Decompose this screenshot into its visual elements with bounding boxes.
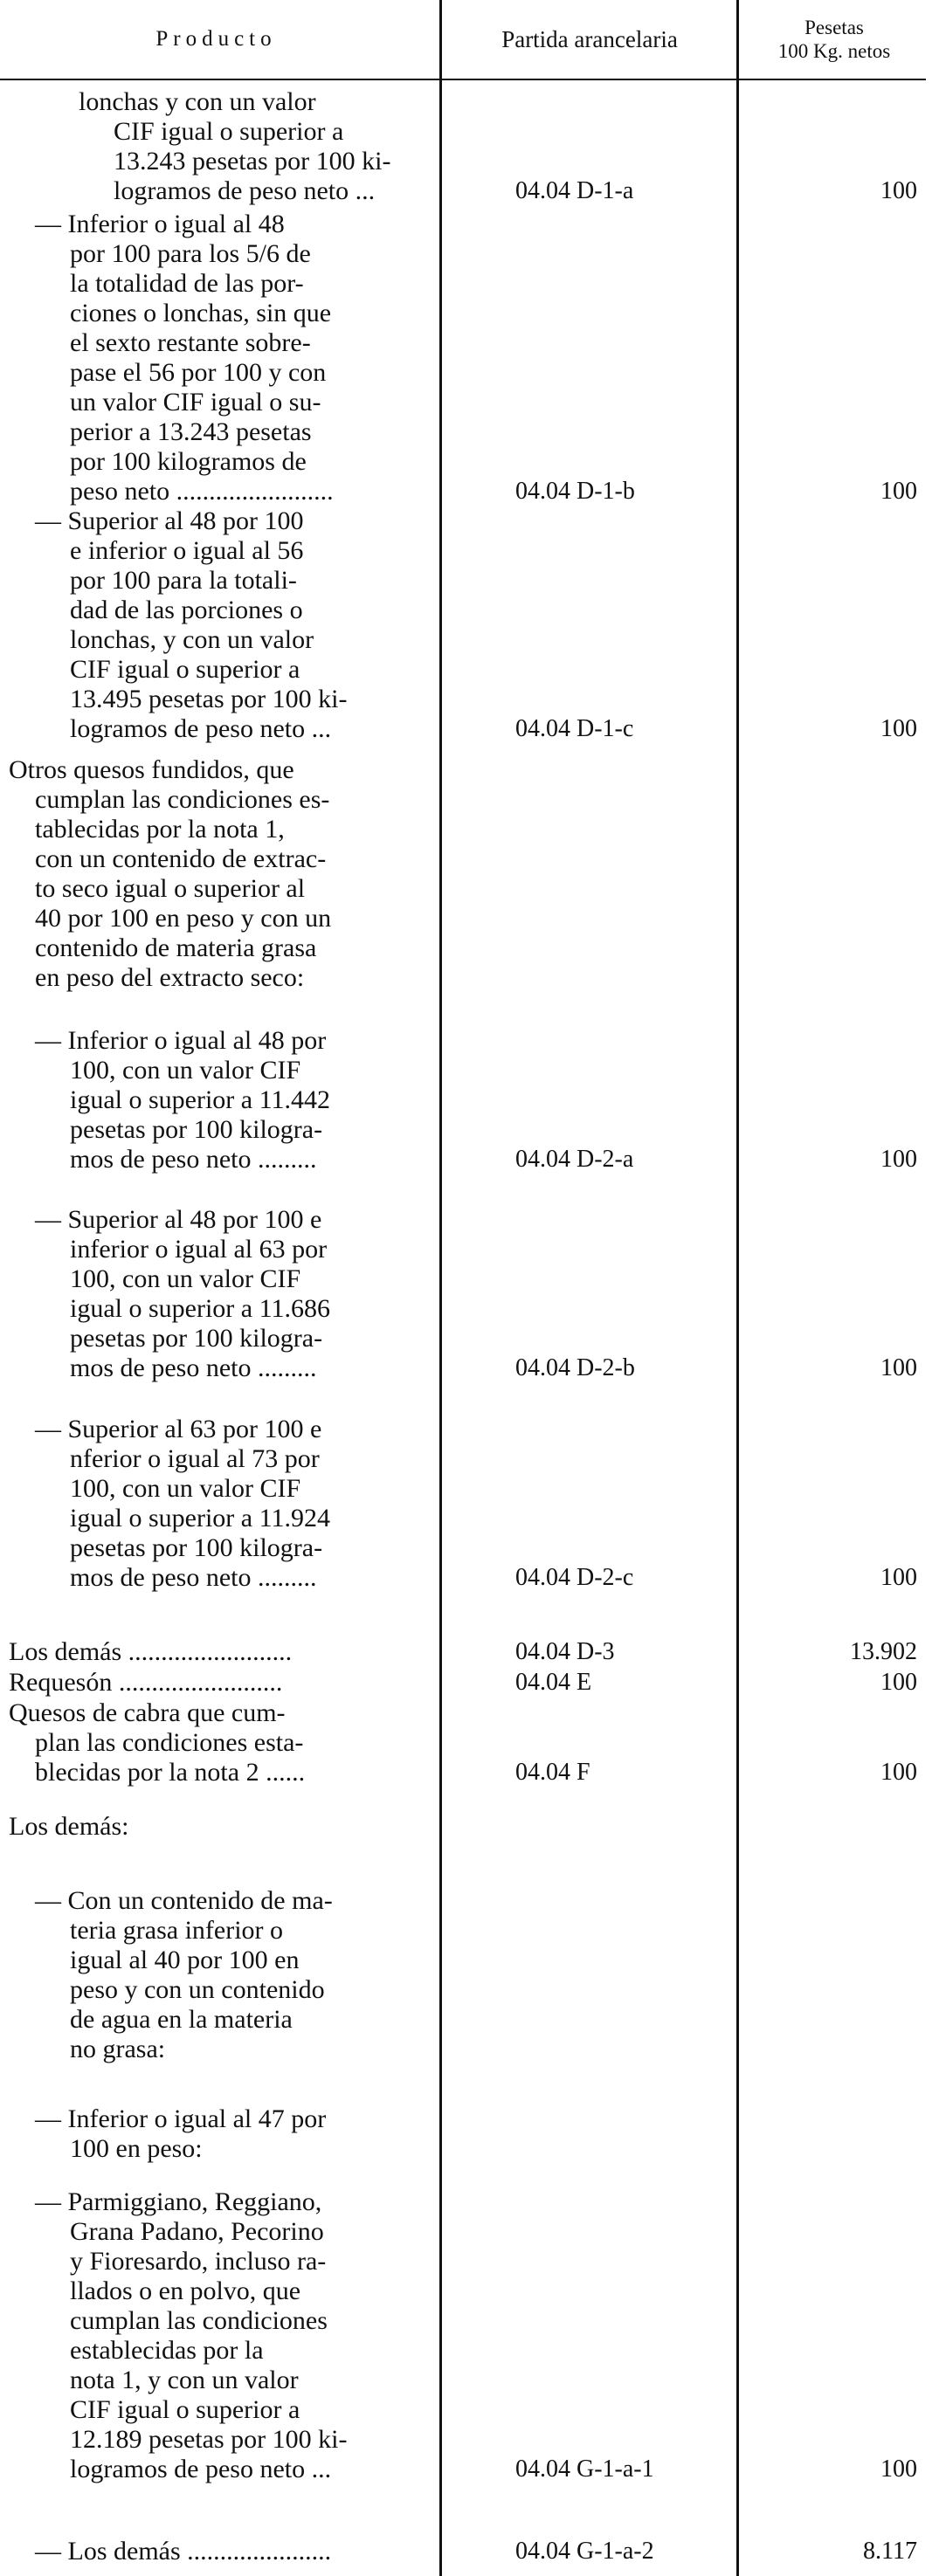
product-description bbox=[0, 2187, 432, 2484]
header-pesetas-line2: 100 Kg. netos bbox=[777, 40, 891, 62]
tariff-code: 04.04 D-1-c bbox=[515, 715, 634, 742]
product-line: e inferior o igual al 56 bbox=[70, 536, 304, 565]
product-line: igual o superior a 11.924 bbox=[70, 1504, 330, 1533]
product-line: lonchas, y con un valor bbox=[70, 625, 314, 654]
product-line: to seco igual o superior al bbox=[35, 874, 306, 903]
product-line: nferior o igual al 73 por bbox=[70, 1444, 320, 1473]
product-line: blecidas por la nota 2 ...... bbox=[35, 1758, 306, 1787]
product-description bbox=[0, 1415, 432, 1593]
product-line: — Superior al 48 por 100 bbox=[35, 506, 304, 535]
header-pesetas bbox=[742, 0, 926, 79]
pesetas-value: 100 bbox=[880, 2455, 917, 2483]
product-line: Grana Padano, Pecorino bbox=[70, 2217, 324, 2246]
pesetas-value: 8.117 bbox=[863, 2538, 917, 2565]
product-line: — Inferior o igual al 48 bbox=[35, 210, 285, 238]
pesetas-value: 100 bbox=[880, 715, 917, 742]
product-line: 12.189 pesetas por 100 ki- bbox=[70, 2425, 348, 2454]
product-line: mos de peso neto ......... bbox=[70, 1145, 317, 1174]
pesetas-value: 100 bbox=[880, 1759, 917, 1786]
product-line: 13.495 pesetas por 100 ki- bbox=[70, 685, 348, 713]
product-line: — Inferior o igual al 48 por bbox=[35, 1026, 327, 1055]
product-line: 100, con un valor CIF bbox=[70, 1264, 301, 1293]
tariff-code: 04.04 D-1-a bbox=[515, 177, 634, 204]
product-line: mos de peso neto ......... bbox=[70, 1353, 317, 1382]
product-line: pesetas por 100 kilogra- bbox=[70, 1115, 323, 1144]
product-description bbox=[0, 2104, 432, 2164]
product-line: perior a 13.243 pesetas bbox=[70, 417, 312, 446]
product-line: 100, con un valor CIF bbox=[70, 1056, 301, 1085]
product-line: de agua en la materia bbox=[70, 2005, 293, 2034]
product-line: lonchas y con un valor bbox=[79, 87, 316, 116]
product-line: — Superior al 48 por 100 e bbox=[35, 1205, 322, 1234]
product-line: por 100 kilogramos de bbox=[70, 447, 307, 476]
product-line: 13.243 pesetas por 100 ki- bbox=[114, 147, 391, 176]
header-rule bbox=[0, 79, 926, 80]
product-line: 100, con un valor CIF bbox=[70, 1474, 301, 1503]
product-description bbox=[0, 210, 432, 506]
product-line: no grasa: bbox=[70, 2035, 166, 2063]
column-divider-left bbox=[439, 0, 442, 2576]
header-pesetas-line1: Pesetas bbox=[804, 17, 864, 38]
product-line: dad de las porciones o bbox=[70, 596, 303, 624]
tariff-code: 04.04 E bbox=[515, 1669, 592, 1696]
product-line: mos de peso neto ......... bbox=[70, 1563, 317, 1592]
tariff-code: 04.04 D-1-b bbox=[515, 478, 635, 505]
tariff-code: 04.04 D-3 bbox=[515, 1638, 615, 1665]
product-description bbox=[0, 1026, 432, 1174]
product-line: llados o en polvo, que bbox=[70, 2276, 301, 2305]
product-line: — Los demás ...................... bbox=[35, 2537, 332, 2566]
product-line: por 100 para la totali- bbox=[70, 566, 297, 595]
pesetas-value: 100 bbox=[880, 1564, 917, 1591]
product-line: Los demás ......................... bbox=[9, 1637, 293, 1666]
product-line: 40 por 100 en peso y con un bbox=[35, 904, 332, 933]
product-line: con un contenido de extrac- bbox=[35, 844, 327, 873]
product-line: ciones o lonchas, sin que bbox=[70, 299, 332, 327]
product-description bbox=[0, 506, 432, 744]
pesetas-value: 100 bbox=[880, 1669, 917, 1696]
product-line: Otros quesos fundidos, que bbox=[9, 755, 294, 784]
product-line: Quesos de cabra que cum- bbox=[9, 1698, 286, 1727]
pesetas-value: 100 bbox=[880, 1146, 917, 1173]
tariff-code: 04.04 G-1-a-1 bbox=[515, 2455, 654, 2483]
tariff-code: 04.04 G-1-a-2 bbox=[515, 2538, 654, 2565]
product-description bbox=[0, 1668, 432, 1698]
product-line: el sexto restante sobre- bbox=[70, 328, 311, 357]
product-line: un valor CIF igual o su- bbox=[70, 388, 321, 417]
product-description bbox=[0, 1812, 432, 1842]
product-line: plan las condiciones esta- bbox=[35, 1728, 304, 1757]
product-line: CIF igual o superior a bbox=[70, 655, 300, 684]
pesetas-value: 100 bbox=[880, 1354, 917, 1381]
product-line: 100 en peso: bbox=[70, 2134, 203, 2163]
product-line: igual o superior a 11.686 bbox=[70, 1294, 330, 1323]
header-partida-arancelaria: Partida arancelaria bbox=[501, 25, 678, 52]
product-line: — Con un contenido de ma- bbox=[35, 1886, 333, 1915]
column-divider-right bbox=[736, 0, 739, 2576]
product-line: pesetas por 100 kilogra- bbox=[70, 1324, 323, 1353]
tariff-code: 04.04 F bbox=[515, 1759, 590, 1786]
product-description bbox=[0, 87, 432, 206]
product-line: — Parmiggiano, Reggiano, bbox=[35, 2187, 322, 2216]
product-line: pesetas por 100 kilogra- bbox=[70, 1533, 323, 1562]
product-line: — Inferior o igual al 47 por bbox=[35, 2104, 327, 2133]
pesetas-value: 100 bbox=[880, 177, 917, 204]
product-line: logramos de peso neto ... bbox=[70, 714, 332, 743]
product-description bbox=[0, 2537, 432, 2566]
tariff-code: 04.04 D-2-b bbox=[515, 1354, 635, 1381]
product-line: la totalidad de las por- bbox=[70, 269, 304, 298]
product-line: igual o superior a 11.442 bbox=[70, 1085, 330, 1114]
product-line: logramos de peso neto ... bbox=[70, 2455, 332, 2483]
header-producto: Producto bbox=[155, 27, 277, 51]
product-line: CIF igual o superior a bbox=[70, 2395, 300, 2424]
product-line: Requesón ......................... bbox=[9, 1668, 283, 1697]
product-description bbox=[0, 1637, 432, 1667]
product-description bbox=[0, 755, 432, 993]
product-line: peso y con un contenido bbox=[70, 1975, 325, 2004]
product-line: CIF igual o superior a bbox=[114, 117, 344, 146]
product-line: pase el 56 por 100 y con bbox=[70, 358, 327, 387]
product-line: peso neto ........................ bbox=[70, 477, 334, 506]
tariff-code: 04.04 D-2-c bbox=[515, 1564, 634, 1591]
pesetas-value: 13.902 bbox=[850, 1638, 917, 1665]
product-line: nota 1, y con un valor bbox=[70, 2366, 299, 2394]
product-description bbox=[0, 1205, 432, 1383]
product-line: — Superior al 63 por 100 e bbox=[35, 1415, 322, 1443]
tariff-code: 04.04 D-2-a bbox=[515, 1146, 634, 1173]
product-line: teria grasa inferior o bbox=[70, 1916, 284, 1945]
product-line: logramos de peso neto ... bbox=[114, 176, 376, 205]
product-line: y Fioresardo, incluso ra- bbox=[70, 2247, 327, 2276]
pesetas-value: 100 bbox=[880, 478, 917, 505]
product-description bbox=[0, 1886, 432, 2064]
product-line: contenido de materia grasa bbox=[35, 933, 317, 962]
product-line: establecidas por la bbox=[70, 2336, 264, 2365]
product-line: tablecidas por la nota 1, bbox=[35, 815, 285, 844]
product-line: en peso del extracto seco: bbox=[35, 963, 305, 992]
product-line: inferior o igual al 63 por bbox=[70, 1235, 328, 1264]
product-description bbox=[0, 1698, 432, 1787]
product-line: cumplan las condiciones es- bbox=[35, 785, 330, 814]
product-line: igual al 40 por 100 en bbox=[70, 1946, 300, 1974]
product-line: cumplan las condiciones bbox=[70, 2306, 328, 2335]
product-line: por 100 para los 5/6 de bbox=[70, 239, 311, 268]
product-line: Los demás: bbox=[9, 1812, 129, 1841]
